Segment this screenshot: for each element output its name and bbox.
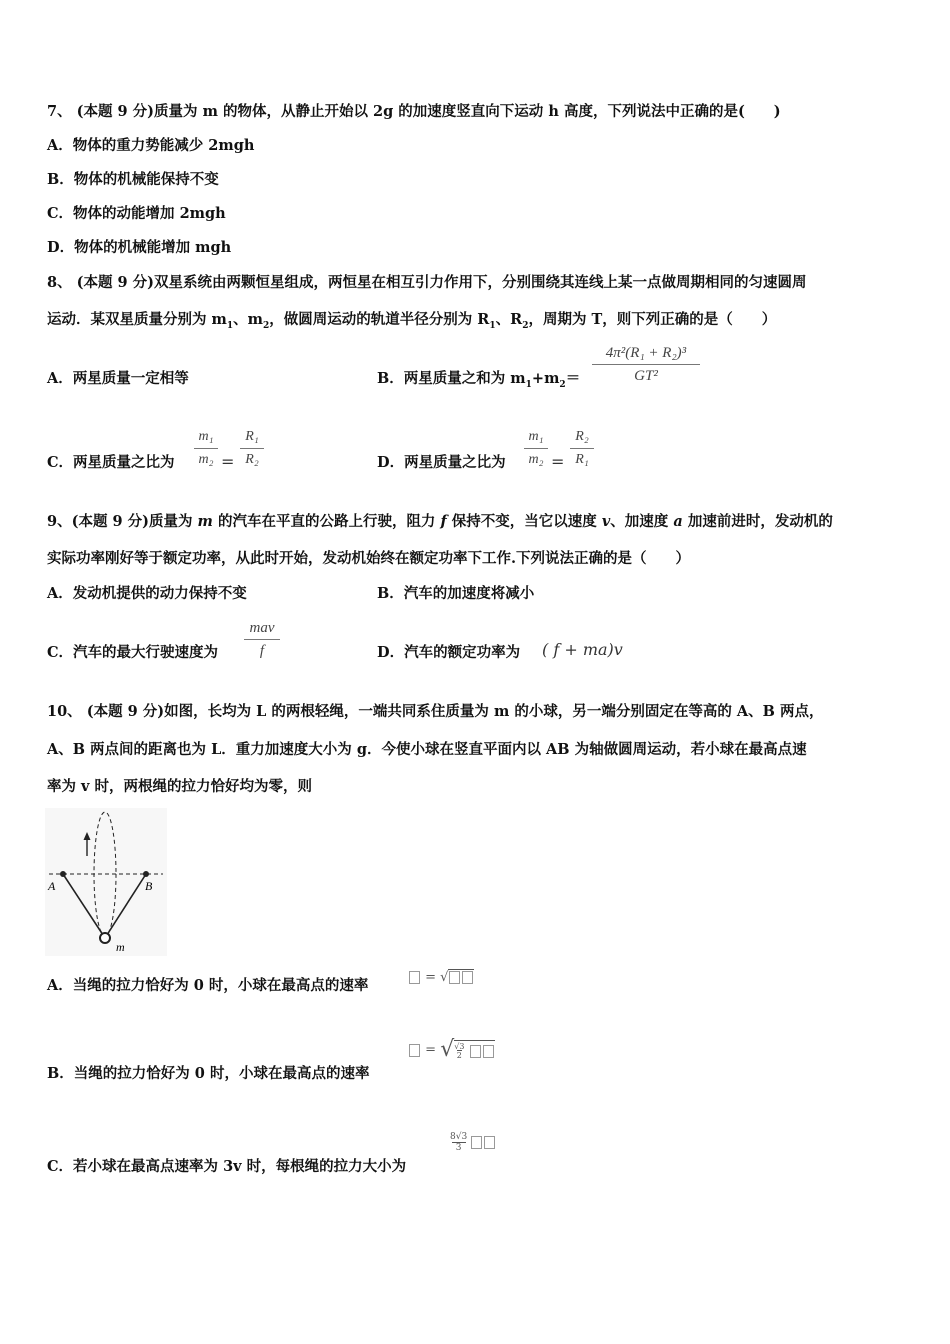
ball	[100, 933, 110, 943]
q8-b-formula: 4π²(R₁ + R₂)³ GT²	[592, 344, 700, 385]
q10-option-c: C．若小球在最高点速率为 3v 时，每根绳的拉力大小为	[47, 1158, 407, 1175]
q7-option-a: A．物体的重力势能减少 2mgh	[47, 137, 255, 154]
q8-c-frac-left: m₁ m₂	[194, 428, 218, 469]
q8-stem-line1: 8、 (本题 9 分)双星系统由两颗恒星组成，两恒星在相互引力作用下，分别围绕其连线上某一点做周期相同的匀速圆周	[47, 274, 807, 291]
q9-option-c: C．汽车的最大行驶速度为	[47, 644, 219, 661]
q10-option-b: B．当绳的拉力恰好为 0 时，小球在最高点的速率	[47, 1065, 370, 1082]
q10-a-formula: = √	[408, 968, 474, 988]
q10-stem-line1: 10、 (本题 9 分)如图，长均为 L 的两根轻绳，一端共同系住质量为 m 的小球，另一端分别固定在等高的 A、B 两点，	[47, 703, 824, 720]
label-a: A	[48, 879, 56, 893]
q8-c-frac-right: R₁ R₂	[240, 428, 264, 469]
q9-c-formula: mav f	[244, 619, 280, 660]
q9-option-a: A．发动机提供的动力保持不变	[47, 585, 247, 602]
q8-option-a: A．两星质量一定相等	[47, 370, 189, 387]
label-m: m	[116, 940, 125, 954]
q7-stem: 7、 (本题 9 分)质量为 m 的物体，从静止开始以 2g 的加速度竖直向下运动 h 高度，下列说法中正确的是( )	[47, 103, 781, 120]
q8-d-frac-left: m₁ m₂	[524, 428, 548, 469]
q10-option-a: A．当绳的拉力恰好为 0 时，小球在最高点的速率	[47, 977, 369, 994]
q8-d-frac-right: R₂ R₁	[570, 428, 594, 469]
q8-option-b: B．两星质量之和为 $m_1+m_2=$	[377, 370, 581, 390]
q10-stem-line2: A、B 两点间的距离也为 L．重力加速度大小为 g．今使小球在竖直平面内以 AB 为轴做圆周运动，若小球在最高点速	[47, 741, 807, 758]
q9-stem-line1: 9、(本题 9 分)质量为 m 的汽车在平直的公路上行驶，阻力 f 保持不变，当它以速度 v、加速度 a 加速前进时，发动机的	[47, 513, 833, 530]
q8-option-c: C．两星质量之比为	[47, 454, 175, 471]
label-b: B	[145, 879, 153, 893]
q7-option-b: B．物体的机械能保持不变	[47, 171, 219, 188]
q8-d-equals: =	[551, 452, 565, 471]
q8-option-d: D．两星质量之比为	[377, 454, 506, 471]
q10-c-formula: $\frac{8√3}{3}$	[450, 1132, 496, 1153]
q8-stem-line2: 运动．某双星质量分别为 $m_1$、$m_2$，做圆周运动的轨道半径分别为 $R_1$、$R_2$，周期为 T，则下列正确的是（ ）	[47, 311, 777, 331]
q10-stem-line3: 率为 v 时，两根绳的拉力恰好均为零，则	[47, 778, 313, 795]
q8-c-equals: =	[221, 452, 235, 471]
q9-option-b: B．汽车的加速度将减小	[377, 585, 535, 602]
q7-option-c: C．物体的动能增加 2mgh	[47, 205, 226, 222]
point-b	[143, 871, 149, 877]
q9-d-formula: ( f + ma)v	[542, 640, 623, 659]
point-a	[60, 871, 66, 877]
q9-option-d: D．汽车的额定功率为	[377, 644, 521, 661]
q10-b-formula: = $√\frac{√3}{2}$	[408, 1040, 495, 1060]
q7-option-d: D．物体的机械能增加 mgh	[47, 239, 232, 256]
q9-stem-line2: 实际功率刚好等于额定功率，从此时开始，发动机始终在额定功率下工作.下列说法正确的是（ ）	[47, 550, 691, 567]
q10-figure	[45, 808, 167, 956]
